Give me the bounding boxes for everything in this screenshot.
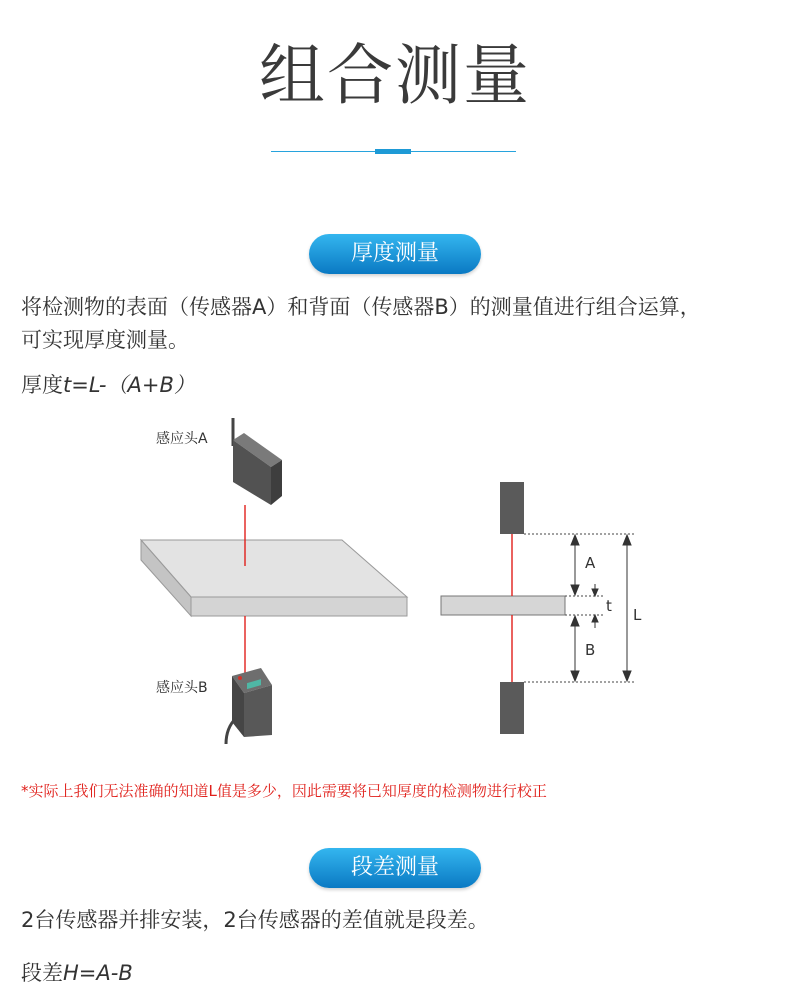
side-plate — [441, 596, 565, 615]
calibration-note: *实际上我们无法准确的知道L值是多少，因此需要将已知厚度的检测物进行校正 — [21, 782, 547, 800]
thickness-formula-label: 厚度 — [21, 373, 63, 397]
step-formula-label: 段差 — [21, 961, 63, 985]
dimension-label-a: A — [585, 554, 596, 572]
thickness-description-line1: 将检测物的表面（传感器A）和背面（传感器B）的测量值进行组合运算， — [21, 295, 701, 319]
side-sensor-bottom — [500, 682, 524, 734]
thickness-measurement-diagram — [0, 400, 790, 760]
step-formula-expression: H=A-B — [63, 961, 133, 985]
thickness-formula-expression: t=L-（A+B） — [63, 373, 195, 397]
sensor-a-label: 感应头A — [156, 431, 208, 447]
dimension-label-l: L — [633, 606, 642, 624]
thickness-description-line2: 可实现厚度测量。 — [21, 328, 189, 352]
dimension-arrows — [571, 535, 631, 681]
side-sensor-top — [500, 482, 524, 534]
sensor-b-body — [232, 668, 272, 737]
step-formula — [21, 957, 133, 987]
page-title: 组合测量 — [259, 37, 531, 114]
step-description: 2台传感器并排安装，2台传感器的差值就是段差。 — [21, 908, 489, 932]
sensor-b-cable — [226, 718, 236, 744]
sensor-b-label: 感应头B — [156, 680, 208, 696]
sensor-a-body — [233, 433, 282, 505]
title-divider-accent — [375, 149, 411, 154]
workpiece-plate — [141, 540, 407, 616]
dimension-label-b: B — [585, 641, 596, 659]
thickness-heading-badge: 厚度测量 — [309, 234, 481, 274]
dimension-label-t: t — [606, 597, 612, 615]
step-heading-badge: 段差测量 — [309, 848, 481, 888]
thickness-formula — [21, 369, 195, 399]
